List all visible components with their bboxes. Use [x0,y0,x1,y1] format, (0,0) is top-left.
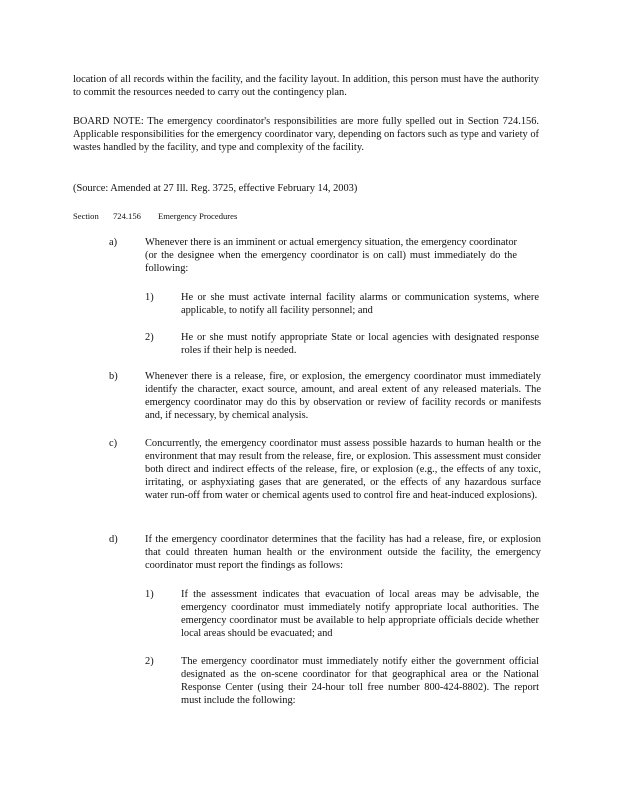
board-note-paragraph: BOARD NOTE: The emergency coordinator's responsibilities are more fully spelled out in Section 724.156. Applicable responsibilities for the emergency coordinator vary, depending on factors such as type and variety of wastes handled by the facility, and type and complexity of the facility. [73,116,539,153]
continuation-paragraph: location of all records within the facility, and the facility layout. In addition, this person must have the authority to commit the resources needed to carry out the contingency plan. [73,74,539,98]
item-a1-label: 1) [145,292,154,303]
item-d2-text: The emergency coordinator must immediately notify either the government official designated as the on-scene coordinator for that geographical area or the National Response Center (using their 24-hour toll free number 800-424-8802). The report must include the following: [181,656,539,706]
item-a1-text: He or she must activate internal facility alarms or communication systems, where applicable, to notify all facility personnel; and [181,292,539,316]
item-d1-text: If the assessment indicates that evacuation of local areas may be advisable, the emergency coordinator must immediately notify appropriate local authorities. The emergency coordinator must be available to help appropriate officials decide whether local areas should be evacuated; and [181,589,539,639]
item-c-text: Concurrently, the emergency coordinator must assess possible hazards to human health or the environment that may result from the release, fire, or explosion. This assessment must consider both direct and indirect effects of the release, fire, or explosion (e.g., the effects of any toxic, irritating, or asphyxiating gases that are generated, or the effects of any hazardous surface water run-off from water or chemical agents used to control fire and heat-induced explosions). [145,438,541,501]
item-d2-label: 2) [145,656,154,667]
item-a2-label: 2) [145,332,154,343]
item-a-label: a) [109,237,118,248]
section-label: Section [73,211,99,221]
item-d1-label: 1) [145,589,154,600]
section-number: 724.156 [113,211,141,221]
section-title: Emergency Procedures [158,211,238,221]
item-a-text: Whenever there is an imminent or actual emergency situation, the emergency coordinator (or the designee when the emergency coordinator is on call) must immediately do the following: [145,237,517,274]
item-d-text: If the emergency coordinator determines that the facility has had a release, fire, or explosion that could threaten human health or the environment outside the facility, the emergency coordinator must report the findings as follows: [145,534,541,571]
item-d-label: d) [109,534,118,545]
item-a2-text: He or she must notify appropriate State or local agencies with designated response roles if their help is needed. [181,332,539,356]
source-note: (Source: Amended at 27 Ill. Reg. 3725, effective February 14, 2003) [73,183,358,194]
item-b-text: Whenever there is a release, fire, or explosion, the emergency coordinator must immediately identify the character, exact source, amount, and areal extent of any released materials. The emergency coordinator may do this by observation or review of facility records or manifests and, if necessary, by chemical analysis. [145,371,541,421]
item-c-label: c) [109,438,118,449]
item-b-label: b) [109,371,118,382]
